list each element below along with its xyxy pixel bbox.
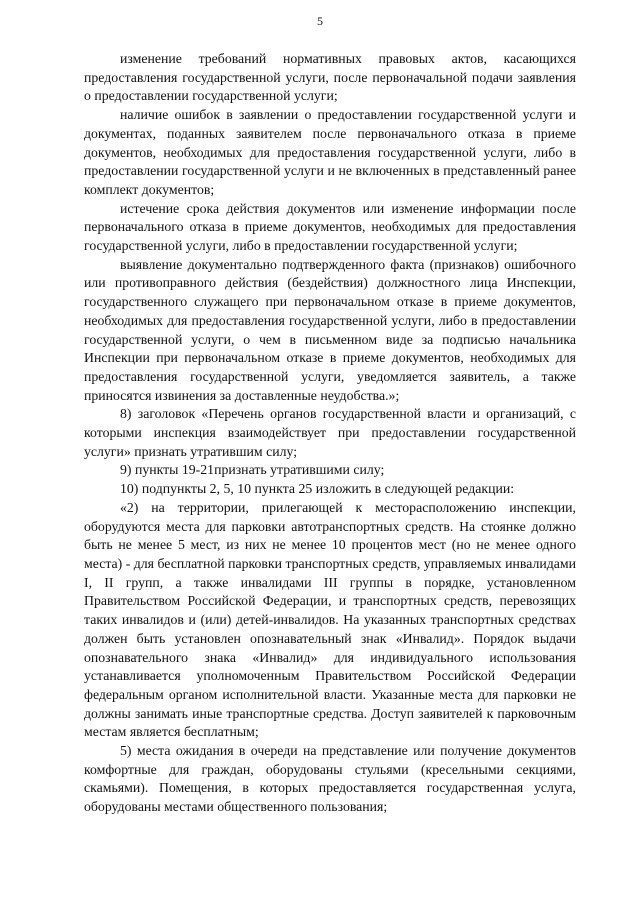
paragraph-item-10: 10) подпункты 2, 5, 10 пункта 25 изложить в следующей редакции:: [120, 481, 515, 497]
paragraph-subitem-2-parking: «2) на территории, прилегающей к месторасположению инспекции, оборудуются места для парковки автотранспортных средств. На стоянке должно быть не менее 5 мест, из них не менее 10 процентов мест (но не менее одного места) - для бесплатной парковки транспортных средств, управляемых инвалидами I, II групп, а также инвалидами III группы в порядке, установленном Правительством Российской Федерации, и транспортных средств, перевозящих таких инвалидов и (или) детей-инвалидов. На указанных транспортных средствах должен быть установлен опознавательный знак «Инвалид». Порядок выдачи опознавательного знака «Инвалид» для индивидуального использования устанавливается уполномоченным Правительством Российской Федерации федеральным органом исполнительной власти. Указанные места для парковки не должны занимать иные транспортные средства. Доступ заявителей к парковочным местам является бесплатным;: [84, 499, 576, 740]
paragraph-errors-in-application: наличие ошибок в заявлении о предоставлении государственной услуги и документах, поданных заявителем после первоначального отказа в приеме документов, необходимых для предоставления государственной услуги, либо в предоставлении государственной услуги и не включенных в представленный ранее комплект документов;: [84, 107, 576, 197]
paragraph-item-8: 8) заголовок «Перечень органов государственной власти и организаций, с которыми инспекция взаимодействует при предоставлении государственной услуги» признать утратившим силу;: [84, 406, 576, 459]
document-body: [84, 50, 576, 817]
paragraph-regulation-change: изменение требований нормативных правовых актов, касающихся предоставления государственной услуги, после первоначальной подачи заявления о предоставлении государственной услуги;: [84, 51, 576, 104]
page-number: 5: [317, 14, 323, 28]
paragraph-erroneous-action: выявление документально подтвержденного факта (признаков) ошибочного или противоправного действия (бездействия) должностного лица Инспекции, государственного служащего при первоначальном отказе в приеме документов, необходимых для предоставления государственной услуги, либо в предоставлении государственной услуги, о чем в письменном виде за подписью начальника Инспекции при первоначальном отказе в приеме документов, необходимых для предоставления государственной услуги, уведомляется заявитель, а также приносятся извинения за доставленные неудобства.»;: [84, 256, 576, 403]
paragraph-document-expiry: истечение срока действия документов или изменение информации после первоначального отказа в приеме документов, необходимых для предоставления государственной услуги, либо в предоставлении государственной услуги;: [84, 200, 576, 254]
paragraph-item-9: 9) пункты 19-21признать утратившими силу;: [120, 462, 385, 478]
paragraph-subitem-5-waiting: 5) места ожидания в очереди на представление или получение документов комфортные для граждан, оборудованы стульями (кресельными секциями, скамьями). Помещения, в которых предоставляется государственная услуга, оборудованы местами общественного пользования;: [84, 743, 576, 815]
